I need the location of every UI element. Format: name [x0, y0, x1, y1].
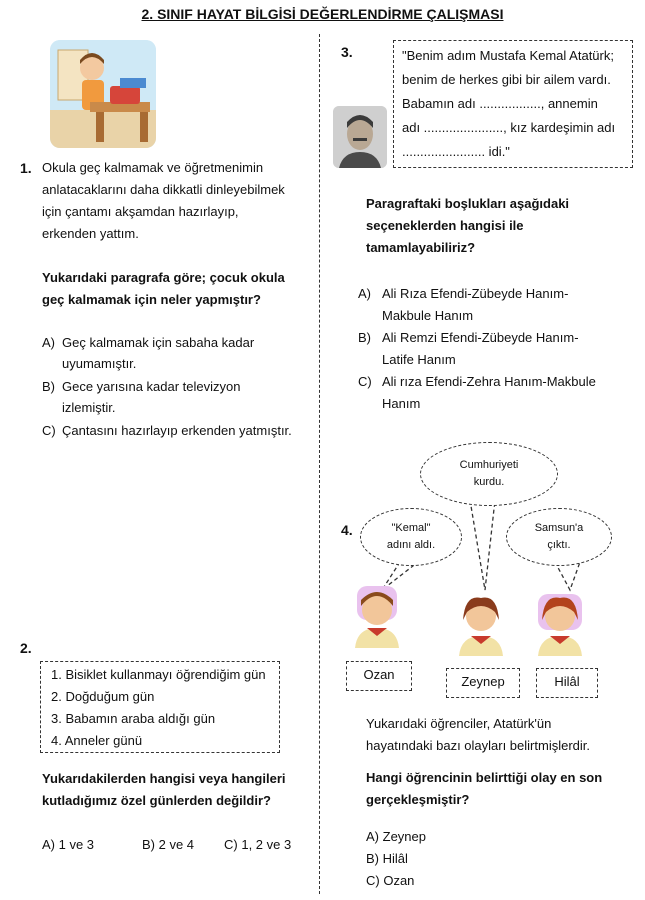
question-3-options — [358, 283, 638, 415]
student-hilal-illustration — [532, 594, 588, 656]
prompt-line: Yukarıdakilerden hangisi veya hangileri — [42, 771, 286, 786]
statement-line: hayatındaki bazı olayları belirtmişlerdir. — [366, 738, 590, 753]
option-label: A) — [358, 286, 371, 301]
quote-line: "Benim adım Mustafa Kemal Atatürk; — [402, 48, 614, 63]
statement-line: Yukarıdaki öğrenciler, Atatürk'ün — [366, 716, 552, 731]
list-item: 4. Anneler günü — [51, 733, 143, 748]
student-ozan-illustration — [349, 586, 405, 648]
speech-bubble-right — [506, 508, 612, 566]
name-box-zeynep: Zeynep — [446, 668, 520, 698]
option-a[interactable] — [42, 332, 317, 374]
question-4-prompt — [366, 767, 638, 811]
option-a[interactable] — [42, 834, 142, 855]
option-text: Ali rıza Efendi-Zehra Hanım-Makbule — [382, 374, 596, 389]
prompt-line: Hangi öğrencinin belirttiği olay en son — [366, 770, 603, 785]
bubble-text: çıktı. — [547, 539, 571, 551]
list-item: 2. Doğduğum gün — [51, 689, 155, 704]
option-label: C) — [224, 837, 238, 852]
option-text: 1, 2 ve 3 — [241, 837, 292, 852]
option-a[interactable] — [358, 283, 638, 327]
question-2-number: 2. — [20, 640, 32, 656]
bubble-text: kurdu. — [473, 476, 505, 488]
option-text: Gece yarısına kadar televizyon — [62, 379, 241, 394]
question-2-options — [42, 834, 317, 855]
prompt-line: kutladığımız özel günlerden değildir? — [42, 793, 271, 808]
question-4-number: 4. — [341, 522, 353, 538]
quote-line: Babamın adı ................., annemin — [402, 96, 598, 111]
option-text: Ozan — [383, 873, 415, 888]
option-label: A) — [42, 837, 55, 852]
prompt-line: tamamlayabiliriz? — [366, 240, 476, 255]
option-label: B) — [42, 379, 55, 394]
option-label: C) — [42, 423, 56, 438]
bubble-text: adını aldı. — [386, 539, 436, 551]
option-label: B) — [358, 330, 371, 345]
question-4-statement — [366, 713, 638, 757]
option-label: A) — [42, 335, 55, 350]
list-item: 3. Babamın araba aldığı gün — [51, 711, 216, 726]
speech-bubble-left — [360, 508, 462, 566]
passage-line: Okula geç kalmamak ve öğretmenimin — [42, 160, 264, 175]
quote-line: adı ......................, kız kardeşimin adı — [402, 120, 616, 135]
question-4-options — [366, 826, 566, 892]
option-b[interactable] — [358, 327, 638, 371]
option-text: Zeynep — [382, 829, 426, 844]
option-c[interactable] — [224, 834, 291, 855]
option-text: izlemiştir. — [62, 400, 116, 415]
option-c[interactable] — [42, 420, 317, 441]
question-3-number: 3. — [341, 44, 353, 60]
question-1-number: 1. — [20, 160, 32, 176]
prompt-line: Yukarıdaki paragrafa göre; çocuk okula — [42, 270, 285, 285]
column-divider — [319, 34, 320, 894]
question-2-list-box — [40, 661, 280, 753]
option-b[interactable] — [142, 834, 224, 855]
question-3-quote-box — [393, 40, 633, 168]
passage-line: için çantamı akşamdan hazırlayıp, — [42, 204, 239, 219]
ataturk-portrait — [333, 106, 387, 168]
quote-line: benim de herkes gibi bir ailem vardı. — [402, 72, 611, 87]
bubble-text: "Kemal" — [391, 522, 431, 534]
name-box-hilal: Hilâl — [536, 668, 598, 698]
question-2-prompt — [42, 768, 317, 812]
prompt-line: seçeneklerden hangisi ile — [366, 218, 524, 233]
name-box-ozan: Ozan — [346, 661, 412, 691]
bubble-text: Cumhuriyeti — [459, 459, 519, 471]
prompt-line: geç kalmamak için neler yapmıştır? — [42, 292, 261, 307]
quote-line: ....................... idi." — [402, 144, 510, 159]
prompt-line: gerçekleşmiştir? — [366, 792, 470, 807]
option-text: uyumamıştır. — [62, 356, 137, 371]
question-3-prompt — [366, 193, 626, 259]
option-c[interactable] — [366, 870, 566, 892]
option-b[interactable] — [366, 848, 566, 870]
option-label: C) — [358, 374, 372, 389]
option-label: B) — [366, 851, 379, 866]
option-text: Ali Rıza Efendi-Zübeyde Hanım- — [382, 286, 569, 301]
option-label: C) — [366, 873, 380, 888]
option-a[interactable] — [366, 826, 566, 848]
option-c[interactable] — [358, 371, 638, 415]
option-text: Hilâl — [382, 851, 408, 866]
page-title: 2. SINIF HAYAT BİLGİSİ DEĞERLENDİRME ÇALIŞMASI — [141, 6, 504, 22]
speech-bubble-top — [420, 442, 558, 506]
student-zeynep-illustration — [453, 594, 509, 656]
option-b[interactable] — [42, 376, 317, 418]
question-1-options — [42, 332, 317, 441]
option-text: 1 ve 3 — [58, 837, 95, 852]
option-label: B) — [142, 837, 155, 852]
option-text: Latife Hanım — [382, 352, 456, 367]
option-label: A) — [366, 829, 379, 844]
passage-line: anlatacaklarını daha dikkatli dinleyebilmek — [42, 182, 285, 197]
option-text: Ali Remzi Efendi-Zübeyde Hanım- — [382, 330, 579, 345]
list-item: 1. Bisiklet kullanmayı öğrendiğim gün — [51, 667, 266, 682]
prompt-line: Paragraftaki boşlukları aşağıdaki — [366, 196, 570, 211]
option-text: Çantasını hazırlayıp erkenden yatmıştır. — [62, 423, 292, 438]
passage-line: erkenden yattım. — [42, 226, 139, 241]
option-text: Hanım — [382, 396, 421, 411]
option-text: 2 ve 4 — [158, 837, 195, 852]
option-text: Makbule Hanım — [382, 308, 474, 323]
bubble-text: Samsun'a — [534, 522, 584, 534]
child-desk-illustration — [50, 40, 156, 148]
question-1-prompt — [42, 267, 312, 311]
option-text: Geç kalmamak için sabaha kadar — [62, 335, 255, 350]
question-1-passage — [42, 157, 312, 245]
